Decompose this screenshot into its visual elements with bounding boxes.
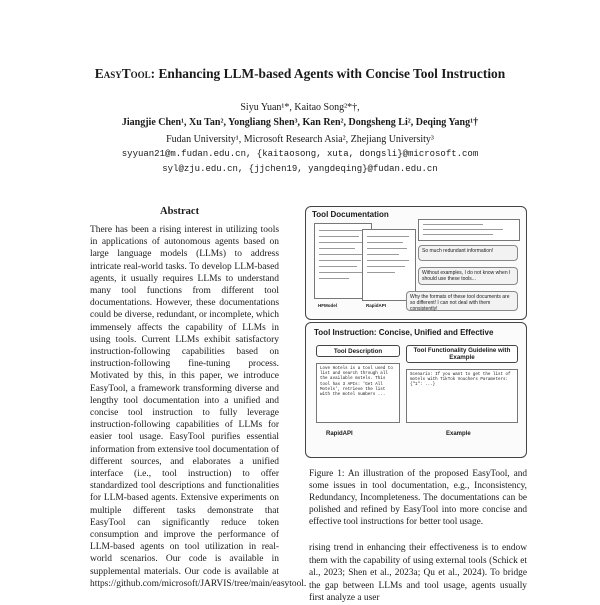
- affiliations: Fudan University¹, Microsoft Research Asia², Zhejiang University³: [166, 134, 434, 145]
- tool-documentation-panel: [305, 206, 527, 320]
- redundancy-bubble: So much redundant information!: [418, 245, 518, 261]
- abstract-heading: Abstract: [160, 206, 200, 217]
- column-2-body: [309, 542, 527, 605]
- authors-line-2: Jiangjie Chen¹, Xu Tan², Yongliang Shen³, Kan Ren², Dongsheng Li², Deqing Yang¹†: [121, 117, 479, 128]
- doc-json-snippet: [418, 219, 520, 241]
- figure-caption-text: Figure 1: An illustration of the proposed EasyTool, and some issues in tool documentation, e.g., Inconsistency, Redundancy, Incompleteness. The documentations can be polished and refined by EasyTool into more concise and effective tool instructions for better tool usage.: [309, 469, 527, 527]
- inconsistency-bubble: Why the formats of these tool documents are so different! I can not deal with them consistently!: [406, 291, 518, 311]
- title-rest: : Enhancing LLM-based Agents with Concise Tool Instruction: [150, 66, 506, 81]
- tool-instruction-panel: [305, 322, 527, 458]
- email-line-2: syl@zju.edu.cn, {jjchen19, yangdeqing}@fudan.edu.cn: [162, 164, 438, 174]
- abstract-body: [90, 224, 307, 590]
- abstract-text: There has been a rising interest in utilizing tools in applications of autonomous agents based on large language models (LLMs) to address intricate real-world tasks. To develop LLM-based agents, it usually requires LLMs to understand many tool functions from different tool documentations. However, these documentations could be diverse, redundant, or incomplete, which immensely affects the capability of LLMs in using tools. Current LLMs exhibit satisfactory instruction-following capabilities based on instruction-following fine-tuning process. Motivated by this, in this paper, we introduce EasyTool, a framework transforming diverse and lengthy tool documentation into a unified and concise tool instruction to fully leverage instruction-following capabilities of LLMs for easier tool usage. EasyTool purifies essential information from extensive tool documentation of different sources, and elaborates a unified interface (i.e., tool instruction) to offer standardized tool descriptions and functionalities for LLM-based agents. Extensive experiments on multiple different tasks demonstrate that EasyTool can significantly reduce token consumption and improve the performance of LLM-based agents on tool utilization in real-world scenarios. Our code is available in supplemental materials. Our code is available at https://github.com/microsoft/JARVIS/tree/main/easytool.: [90, 225, 307, 589]
- tool-description-header: Tool Description: [316, 345, 400, 357]
- rapidapi-label: RapidAPI: [366, 303, 387, 308]
- column-2-text: rising trend in enhancing their effectiveness is to endow them with the capability of using external tools (Schick et al., 2023; Shen et al., 2023a; Qu et al., 2024). To bridge the gap between LLMs and tool usage, agents usually first analyze a user: [309, 543, 527, 604]
- figure-caption: [309, 468, 527, 528]
- tool-functionality-header: Tool Functionality Guideline with Example: [406, 345, 518, 363]
- tool-documentation-title: Tool Documentation: [312, 210, 389, 219]
- tool-functionality-body: Scenario: If you want to get the list of motels with TikTok Vouchers Parameters: {"1": ...}: [406, 369, 518, 423]
- tool-instruction-title: Tool Instruction: Concise, Unified and Effective: [314, 328, 494, 337]
- hfmodel-label: HFModel: [318, 303, 337, 308]
- email-line-1: syyuan21@m.fudan.edu.cn, {kaitaosong, xuta, dongsli}@microsoft.com: [121, 149, 479, 159]
- tool-description-body: Love Hotels is a tool used to list and search through all the available motels. This tool has 3 APIs: 'Get All Motels', retrieve the list with the motel numbers ...: [316, 363, 400, 423]
- incompleteness-bubble: Without examples, I do not know when I should use these tools...: [418, 267, 518, 285]
- example-footer: Example: [446, 431, 471, 437]
- figure-1: [303, 202, 528, 460]
- paper-title: [0, 66, 600, 82]
- rapidapi-footer: RapidAPI: [326, 431, 353, 437]
- authors-line-1: Siyu Yuan¹*, Kaitao Song²*†,: [240, 102, 360, 113]
- title-system-name: EasyTool: [94, 66, 151, 81]
